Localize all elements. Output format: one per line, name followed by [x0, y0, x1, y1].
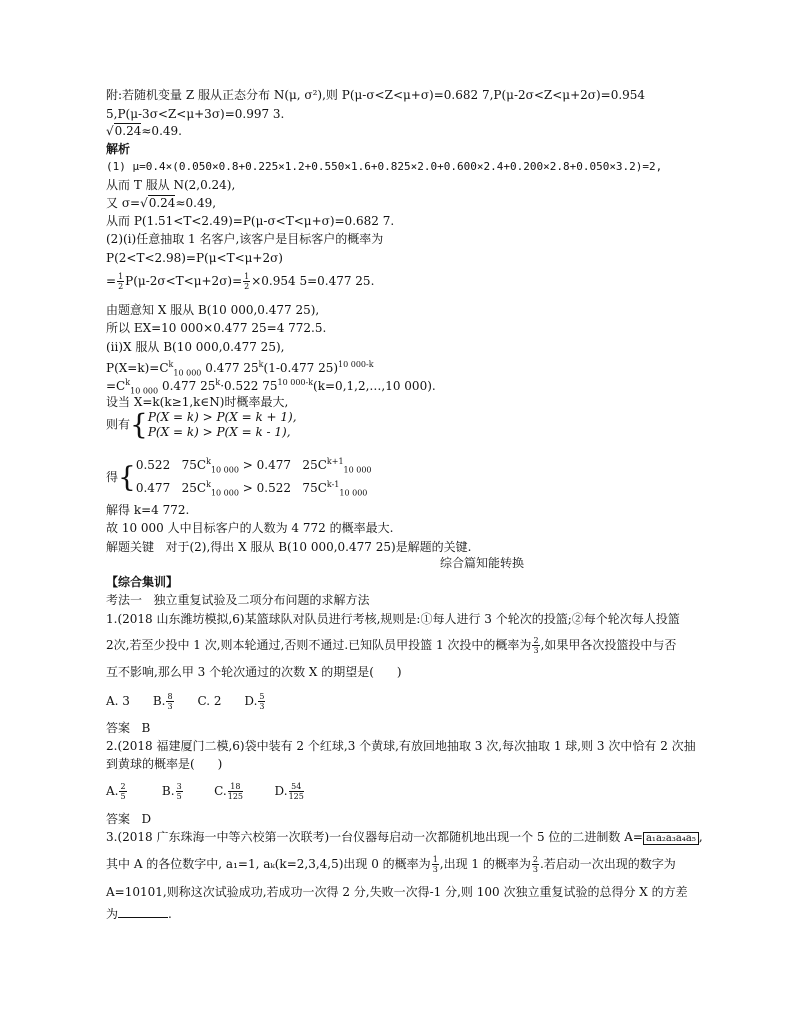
probability-line-2: P(2<T<2.98)=P(μ<T<μ+2σ) [106, 251, 283, 265]
pmf-p: 0.477 25 [205, 361, 259, 375]
q2-option-a: A. [106, 784, 119, 798]
pmf2-q: ·0.522 75 [220, 379, 278, 393]
half-fraction-2: $\frac{1}{2}$ [244, 272, 250, 291]
answer-1: 答案 B [106, 721, 151, 735]
exercise-heading: 【综合集训】 [106, 575, 179, 589]
expectation-line: 所以 EX=10 000×0.477 25=4 772.5. [106, 321, 327, 335]
approx-text: ≈0.49. [141, 124, 182, 138]
q2-option-d: D. [274, 784, 288, 798]
sigma-radicand: 0.24 [148, 196, 176, 210]
question-2-options: A. $\frac{2}{5}$ B. $\frac{3}{5}$ C. $\frac{18}{125}$ D. $\frac{54}{125}$ [106, 782, 304, 801]
question-1-line-2: 2次,若至少投中 1 次,则本轮通过,否则不通过.已知队员甲投篮 1 次投中的概率为 $\frac{2}{3}$ ,如果甲各次投篮投中与否 [106, 636, 677, 655]
mean-computation: (1) μ=0.4×(0.050×0.8+0.225×1.2+0.550×1.6+0.825×2.0+0.600×2.4+0.200×2.8+0.050×3.2)=2, [106, 160, 663, 173]
question-1-options: A. 3 B. $\frac{8}{3}$ C. 2 D. $\frac{5}{3}$ [106, 692, 265, 711]
fraction-one-third: $\frac{1}{3}$ [432, 855, 438, 874]
t-distribution-line: 从而 T 服从 N(2,0.24), [106, 178, 236, 192]
inequality-system-1: 则有{ P(X = k) > P(X = k + 1), P(X = k) > P(X = k - 1), [106, 408, 297, 441]
method-heading: 考法一 独立重复试验及二项分布问题的求解方法 [106, 593, 370, 607]
fraction-two-thirds-q3: $\frac{2}{3}$ [532, 855, 538, 874]
binary-number-box: a₁a₂a₃a₄a₅ [643, 832, 699, 845]
half-fraction-1: $\frac{1}{2}$ [118, 272, 124, 291]
fraction-two-thirds: $\frac{2}{3}$ [533, 636, 539, 655]
half-probability-line [106, 272, 374, 291]
left-brace-icon-2: { [118, 460, 136, 494]
question-3-line-1: 3.(2018 广东珠海一中等六校第一次联考)一台仪器每启动一次都随机地出现一个 5 位的二进制数 A= a₁a₂a₃a₄a₅ , [106, 830, 703, 844]
question-2-line-1: 2.(2018 福建厦门二模,6)袋中装有 2 个红球,3 个黄球,有放回地抽取 3 次,每次抽取 1 球,则 3 次中恰有 2 次抽 [106, 739, 696, 753]
question-3-line-4: 为 . [106, 907, 172, 921]
section-title: 综合篇知能转换 [440, 556, 525, 570]
pmf2-range: (k=0,1,2,…,10 000). [313, 379, 436, 393]
sigma-line: 又 σ=√0.24≈0.49, [106, 196, 217, 210]
solve-k-line: 解得 k=4 772. [106, 503, 190, 517]
then-have: 则有 [106, 417, 131, 432]
sqrt-approx-line: √0.24≈0.49. [106, 124, 182, 138]
half-post: ×0.954 5=0.477 25. [251, 274, 375, 288]
binomial-line: 由题意知 X 服从 B(10 000,0.477 25), [106, 303, 320, 317]
left-brace-icon: { [130, 408, 148, 441]
eq-sign: = [106, 274, 117, 288]
appendix-line-2: 5,P(μ-3σ<Z<μ+3σ)=0.997 3. [106, 107, 285, 121]
option-a: A. 3 [106, 694, 130, 708]
part-2ii-line: (ii)X 服从 B(10 000,0.477 25), [106, 340, 285, 354]
inequality-system-2: 得{ 0.522 $75C^k_{10 000} > 0.477$ $25C^{k+1}_{10 000}$ 0.477 $25C^k_{10 000} > 0.522$ $75C^{k-1}_{10 000}$ [106, 457, 372, 498]
pmf2-p: 0.477 25 [161, 379, 216, 393]
option-c: C. 2 [197, 694, 222, 708]
analysis-heading: 解析 [106, 142, 131, 156]
option-d: D. [244, 694, 258, 708]
q2-option-b: B. [161, 784, 175, 798]
answer-2: 答案 D [106, 812, 152, 826]
pmf-line-2: $=C^k_{10 000}$ 0.477 $25^k\cdot 0.522$ $75^{10 000-k}(k=0,1,2,\dots,10$ 000). [106, 378, 436, 396]
question-1-line-1: 1.(2018 山东潍坊模拟,6)某篮球队对队员进行考核,规则是:①每人进行 3 个轮次的投篮;②每个轮次每人投篮 [106, 612, 680, 626]
question-2-line-2: 到黄球的概率是( ) [106, 757, 223, 771]
question-3-line-3: A=10101,则称这次试验成功,若成功一次得 2 分,失败一次得-1 分,则 100 次独立重复试验的总得分 X 的方差 [106, 885, 688, 899]
q2-option-c: C. [214, 784, 227, 798]
option-b: B. [152, 694, 166, 708]
answer-blank[interactable] [118, 917, 168, 918]
pmf2-c: =C [106, 379, 126, 393]
part-2i-intro: (2)(i)任意抽取 1 名客户,该客户是目标客户的概率为 [106, 232, 384, 246]
pmf-q: (1-0.477 25) [263, 361, 339, 375]
pmf-line-1: $P(X=k)=C^k_{10 000}$ 0.477 25$^k$(1-0.477 25)$^{10 000-k}$ [106, 360, 374, 378]
obtain: 得 [106, 469, 119, 484]
pmf-c: P(X=k)=C [106, 361, 169, 375]
half-mid: P(μ-2σ<T<μ+2σ)= [125, 274, 243, 288]
question-1-line-3: 互不影响,那么甲 3 个轮次通过的次数 X 的期望是( ) [106, 665, 402, 679]
sigma-pre: 又 σ= [106, 196, 141, 210]
key-point-line: 解题关键 对于(2),得出 X 服从 B(10 000,0.477 25)是解题的关键. [106, 540, 472, 554]
appendix-line-1: 附:若随机变量 Z 服从正态分布 N(μ, σ²),则 P(μ-σ<Z<μ+σ)=0.682 7,P(μ-2σ<Z<μ+2σ)=0.954 [106, 88, 646, 102]
max-prob-assumption: 设当 X=k(k≥1,k∈N)时概率最大, [106, 395, 289, 409]
sigma-post: ≈0.49, [175, 196, 217, 210]
question-3-line-2: 其中 A 的各位数字中, a₁=1, aₖ(k=2,3,4,5)出现 0 的概率为 $\frac{1}{3}$ ,出现 1 的概率为 $\frac{2}{3}$ .若启动一次出现的数字为 [106, 855, 676, 874]
probability-line-1: 从而 P(1.51<T<2.49)=P(μ-σ<T<μ+σ)=0.682 7. [106, 214, 395, 228]
conclusion-line: 故 10 000 人中目标客户的人数为 4 772 的概率最大. [106, 521, 394, 535]
radicand: 0.24 [114, 124, 142, 138]
